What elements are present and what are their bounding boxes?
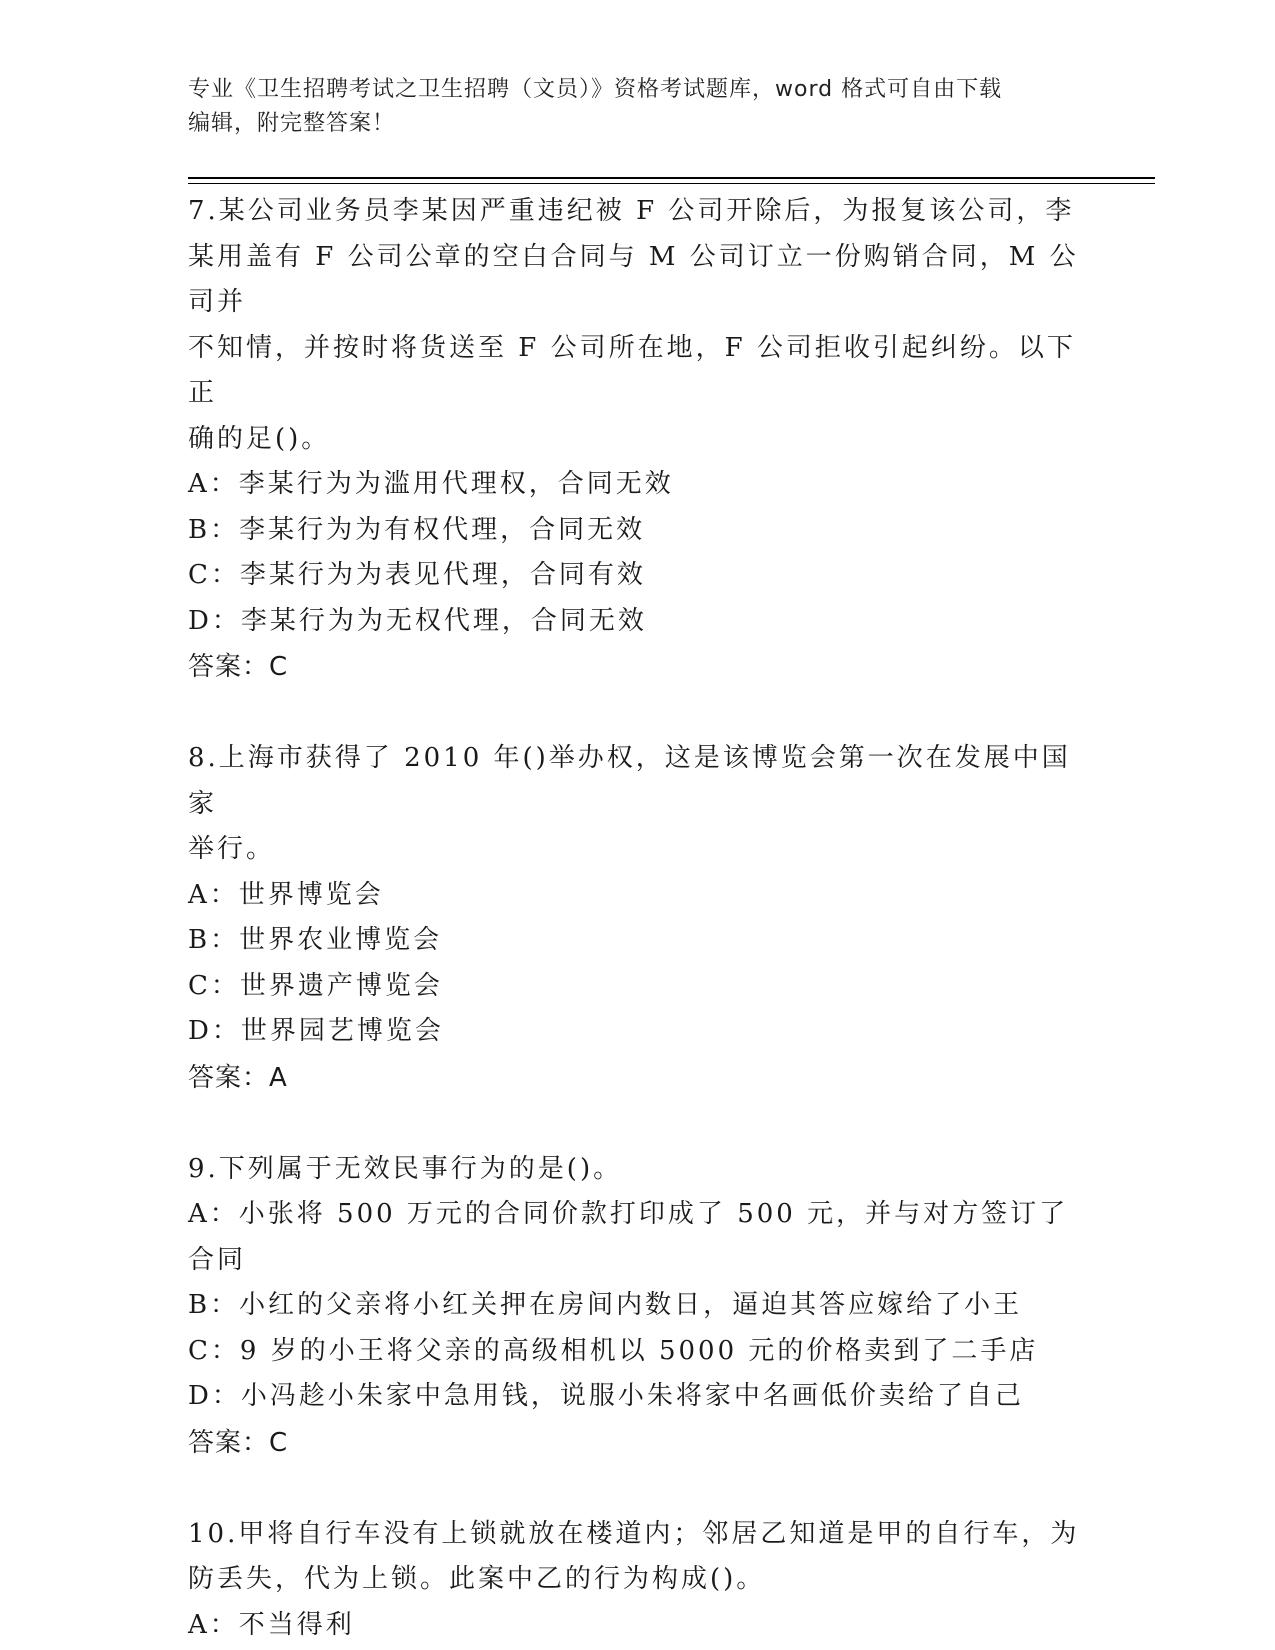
question-9 bbox=[188, 1147, 1088, 1466]
option-b: B：李某行为为有权代理，合同无效 bbox=[188, 514, 646, 545]
question-spacer bbox=[188, 1101, 1088, 1147]
question-stem-line: 9.下列属于无效民事行为的是()。 bbox=[188, 1153, 623, 1184]
header-rule-thick bbox=[188, 177, 1155, 179]
answer-line: 答案：C bbox=[188, 652, 289, 682]
option-b: B：世界农业博览会 bbox=[188, 925, 443, 955]
option-c: C：9 岁的小王将父亲的高级相机以 5000 元的价格卖到了二手店 bbox=[188, 1335, 1039, 1366]
option-a: A：世界博览会 bbox=[188, 879, 384, 910]
option-c: C：世界遗产博览会 bbox=[188, 970, 443, 1001]
question-stem-line: 举行。 bbox=[188, 834, 276, 864]
option-d: D：世界园艺博览会 bbox=[188, 1016, 444, 1046]
question-spacer bbox=[188, 690, 1088, 736]
question-8 bbox=[188, 736, 1088, 1101]
option-a: A：李某行为为滥用代理权，合同无效 bbox=[188, 469, 674, 499]
question-stem-line: 某用盖有 F 公司公章的空白合同与 M 公司订立一份购销合同，M 公司并 bbox=[188, 241, 1079, 317]
question-7 bbox=[188, 189, 1088, 690]
question-stem-line: 不知情，并按时将货送至 F 公司所在地，F 公司拒收引起纠纷。以下正 bbox=[188, 332, 1076, 408]
option-a: A：小张将 500 万元的合同价款打印成了 500 元，并与对方签订了合同 bbox=[188, 1199, 1069, 1275]
question-stem-line: 7.某公司业务员李某因严重违纪被 F 公司开除后，为报复该公司，李 bbox=[188, 196, 1075, 226]
question-stem-line: 8.上海市获得了 2010 年()举办权，这是该博览会第一次在发展中国家 bbox=[188, 743, 1071, 819]
option-a: A：不当得利 bbox=[188, 1609, 355, 1640]
option-c: C：李某行为为表见代理，合同有效 bbox=[188, 560, 646, 590]
question-spacer bbox=[188, 1466, 1088, 1512]
question-stem-line: 防丢失，代为上锁。此案中乙的行为构成()。 bbox=[188, 1564, 766, 1594]
option-b: B：小红的父亲将小红关押在房间内数日，逼迫其答应嫁给了小王 bbox=[188, 1290, 1023, 1320]
answer-line: 答案：A bbox=[188, 1062, 288, 1093]
header-line-1: 专业《卫生招聘考试之卫生招聘（文员）》资格考试题库，word 格式可自由下载 bbox=[188, 77, 1003, 102]
answer-line: 答案：C bbox=[188, 1427, 289, 1458]
question-10 bbox=[188, 1512, 1088, 1649]
header-line-2: 编辑，附完整答案！ bbox=[188, 111, 396, 136]
option-d: D：小冯趁小朱家中急用钱，说服小朱将家中名画低价卖给了自己 bbox=[188, 1381, 1024, 1411]
question-list bbox=[188, 189, 1088, 1648]
document-header bbox=[188, 73, 1068, 141]
question-stem-line: 10.甲将自行车没有上锁就放在楼道内；邻居乙知道是甲的自行车，为 bbox=[188, 1518, 1080, 1549]
option-d: D：李某行为为无权代理，合同无效 bbox=[188, 605, 647, 636]
header-rule-thin bbox=[188, 183, 1155, 184]
question-stem-line: 确的足()。 bbox=[188, 423, 331, 454]
